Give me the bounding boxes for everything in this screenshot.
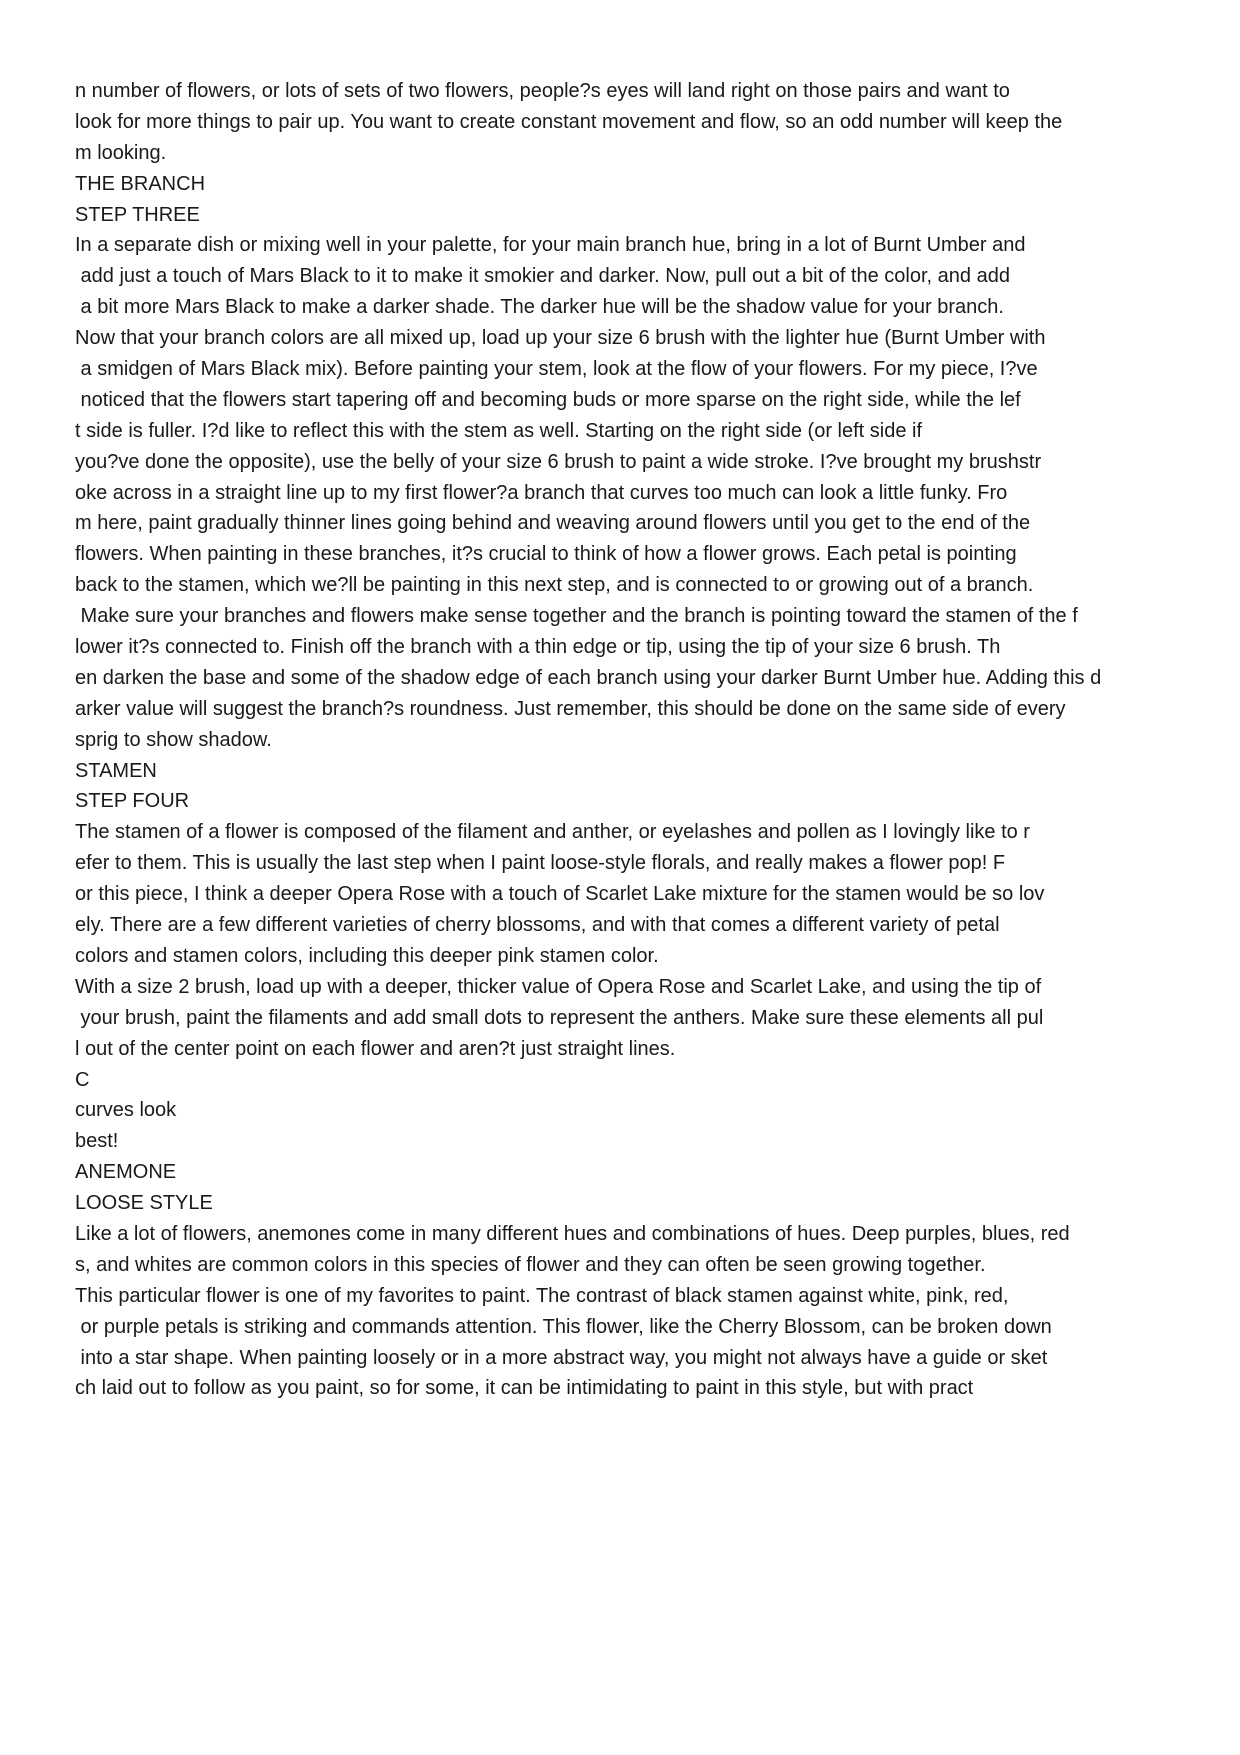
text-line: colors and stamen colors, including this deeper pink stamen color. xyxy=(75,944,659,967)
text-line: t side is fuller. I?d like to reflect this with the stem as well. Starting on the right side (or left side if xyxy=(75,419,923,442)
text-line: arker value will suggest the branch?s roundness. Just remember, this should be done on the same side of every xyxy=(75,697,1066,720)
text-line: or this piece, I think a deeper Opera Rose with a touch of Scarlet Lake mixture for the stamen would be so lov xyxy=(75,883,1045,906)
text-line: look for more things to pair up. You want to create constant movement and flow, so an odd number will keep the xyxy=(75,110,1063,133)
text-line: add just a touch of Mars Black to it to make it smokier and darker. Now, pull out a bit of the color, and add xyxy=(75,265,1010,288)
text-line: l out of the center point on each flower and aren?t just straight lines. xyxy=(75,1037,676,1060)
text-line: curves look xyxy=(75,1099,177,1122)
text-line: ch laid out to follow as you paint, so for some, it can be intimidating to paint in this style, but with pract xyxy=(75,1377,974,1400)
text-line: your brush, paint the filaments and add small dots to represent the anthers. Make sure these elements all pul xyxy=(75,1006,1044,1029)
text-line: into a star shape. When painting loosely or in a more abstract way, you might not always have a guide or sket xyxy=(75,1346,1048,1369)
text-line: sprig to show shadow. xyxy=(75,728,272,751)
text-line: flowers. When painting in these branches, it?s crucial to think of how a flower grows. Each petal is pointing xyxy=(75,543,1017,566)
text-line: you?ve done the opposite), use the belly of your size 6 brush to paint a wide stroke. I?ve brought my brushstr xyxy=(75,450,1042,473)
text-line: ANEMONE xyxy=(75,1161,177,1184)
text-line: lower it?s connected to. Finish off the branch with a thin edge or tip, using the tip of your size 6 brush. Th xyxy=(75,636,1001,659)
text-line: Make sure your branches and flowers make sense together and the branch is pointing toward the stamen of the f xyxy=(75,605,1078,628)
text-line: With a size 2 brush, load up with a deeper, thicker value of Opera Rose and Scarlet Lake, and using the tip of xyxy=(75,975,1042,998)
text-line: m looking. xyxy=(75,141,167,164)
text-line: Now that your branch colors are all mixed up, load up your size 6 brush with the lighter hue (Burnt Umber with xyxy=(75,327,1046,350)
text-line: C xyxy=(75,1068,90,1091)
text-line: STAMEN xyxy=(75,759,157,782)
text-line: back to the stamen, which we?ll be painting in this next step, and is connected to or growing out of a branch. xyxy=(75,574,1034,597)
text-line: a smidgen of Mars Black mix). Before painting your stem, look at the flow of your flowers. For my piece, I?ve xyxy=(75,358,1038,381)
text-line: or purple petals is striking and commands attention. This flower, like the Cherry Blossom, can be broken down xyxy=(75,1315,1052,1338)
text-line: efer to them. This is usually the last step when I paint loose-style florals, and really makes a flower pop! F xyxy=(75,852,1006,875)
text-line: a bit more Mars Black to make a darker shade. The darker hue will be the shadow value for your branch. xyxy=(75,296,1004,319)
text-line: m here, paint gradually thinner lines going behind and weaving around flowers until you get to the end of the xyxy=(75,512,1031,535)
text-line: The stamen of a flower is composed of the filament and anther, or eyelashes and pollen as I lovingly like to r xyxy=(75,821,1030,844)
text-line: THE BRANCH xyxy=(75,172,206,195)
text-line: STEP THREE xyxy=(75,203,200,226)
text-line: This particular flower is one of my favorites to paint. The contrast of black stamen against white, pink, red, xyxy=(75,1284,1009,1307)
body-text xyxy=(75,76,1175,1404)
text-line: oke across in a straight line up to my first flower?a branch that curves too much can look a little funky. Fro xyxy=(75,481,1008,504)
text-line: n number of flowers, or lots of sets of two flowers, people?s eyes will land right on those pairs and want to xyxy=(75,80,1010,102)
text-line: en darken the base and some of the shadow edge of each branch using your darker Burnt Umber hue. Adding this d xyxy=(75,666,1102,689)
text-line: best! xyxy=(75,1130,119,1153)
text-line: s, and whites are common colors in this species of flower and they can often be seen growing together. xyxy=(75,1253,986,1276)
text-line: ely. There are a few different varieties of cherry blossoms, and with that comes a different variety of petal xyxy=(75,914,1000,937)
text-line: Like a lot of flowers, anemones come in many different hues and combinations of hues. Deep purples, blues, red xyxy=(75,1222,1070,1245)
text-line: noticed that the flowers start tapering off and becoming buds or more sparse on the right side, while the lef xyxy=(75,388,1021,411)
text-line: STEP FOUR xyxy=(75,790,190,813)
text-line: In a separate dish or mixing well in your palette, for your main branch hue, bring in a lot of Burnt Umber and xyxy=(75,234,1026,257)
text-line: LOOSE STYLE xyxy=(75,1192,213,1215)
